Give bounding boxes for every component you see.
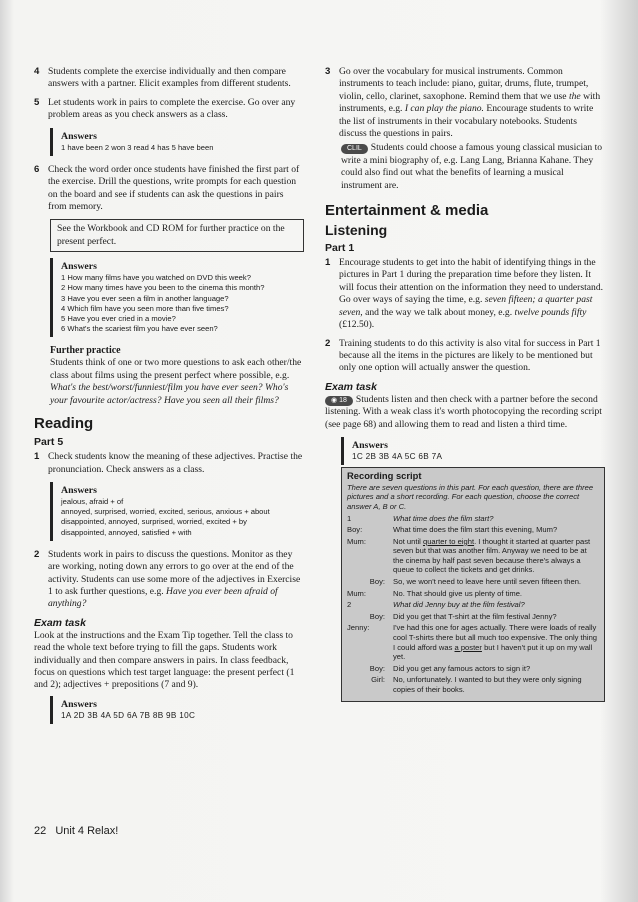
answer-line: 1 How many films have you watched on DVD this week? — [61, 273, 251, 283]
workbook-note: See the Workbook and CD ROM for further practice on the present perfect. — [50, 219, 304, 252]
line-text: Did you get that T-shirt at the film festival Jenny? — [393, 611, 557, 621]
answers-heading: Answers — [61, 698, 97, 710]
line-text-part: . I thought it started at quarter past seven but that was another film. Anyway we need to be at the cinema by half past seven because there's always a queue to collect the tickets and get drinks. — [393, 536, 591, 575]
right-column — [325, 66, 605, 702]
script-row — [347, 623, 599, 661]
step-text: Check students know the meaning of these adjectives. Practise the pronunciation. Check answers as a class. — [48, 451, 303, 475]
further-practice-heading: Further practice — [50, 345, 121, 357]
exam-task-text: Look at the instructions and the Exam Tip together. Tell the class to read the whole text before trying to fill the gaps. Students work individually and then compare answers in pairs. In class feedback, focus on questions which test target language: the present perfect (1 and 2); adjectives + prepositions (7 and 9). — [34, 629, 295, 691]
step-number: 2 — [325, 337, 331, 349]
exam-task-heading: Exam task — [34, 616, 86, 629]
line-text: No, unfortunately. I wanted to but they were only signing copies of their books. — [393, 675, 582, 695]
line-text-part: Not until — [393, 536, 423, 546]
step-number: 1 — [34, 451, 40, 463]
italic-example: twelve pounds fifty — [514, 306, 587, 318]
speaker: Boy: — [369, 663, 385, 673]
answer-line: disappointed, annoyed, surprised, worried, excited + by — [61, 517, 247, 527]
answer-line: annoyed, surprised, worried, excited, serious, anxious + about — [61, 507, 270, 517]
script-row — [347, 525, 599, 535]
unit-title: Unit 4 Relax! — [55, 825, 119, 837]
speaker: Mum: — [347, 536, 366, 546]
answers-heading: Answers — [61, 261, 97, 273]
script-row — [347, 612, 599, 622]
step-text: Encourage students to get into the habit of identifying things in the pictures in Part 1 during the preparation time before they listen. It will focus their attention on the information they need to understand. Go over ways of saying the time, e.g. — [339, 257, 604, 306]
italic-word: the — [568, 90, 581, 102]
speaker: 1 — [347, 513, 352, 523]
question-text: What time does the film start? — [393, 513, 494, 523]
italic-example: seven fifteen; a quarter past seven, — [339, 294, 593, 318]
line-text: What time does the film start this evening, Mum? — [393, 525, 558, 535]
step-5 — [34, 97, 304, 122]
recording-script-title: Recording script — [347, 470, 422, 482]
line-text: No. That should give us plenty of time. — [393, 588, 523, 598]
step-text: Go over the vocabulary for musical instruments. Common instruments to teach include: piano, guitar, drums, flute, trumpet, violin, cello, clarinet, saxophone. Remind them that we use — [339, 66, 589, 102]
answers-line: 1C 2B 3B 4A 5C 6B 7A — [352, 451, 443, 461]
answer-line: 2 How many times have you been to the cinema this month? — [61, 283, 265, 293]
step-text: Check the word order once students have finished the first part of the exercise. Drill the questions, write prompts for each question on the board and see if students can ask the questions in pairs from memory. — [48, 163, 300, 213]
answer-line: 6 What's the scariest film you have ever seen? — [61, 324, 218, 334]
step-number: 3 — [325, 66, 331, 77]
further-text: Students think of one or two more questions to ask each other/the class about films using the present perfect where possible, e.g. — [50, 357, 302, 381]
speaker: Boy: — [369, 577, 385, 587]
further-practice-text — [50, 357, 304, 407]
step-number: 6 — [34, 163, 40, 175]
script-row — [347, 577, 599, 587]
speaker: Girl: — [371, 675, 385, 685]
answers-heading: Answers — [352, 439, 388, 451]
answer-line: 3 Have you ever seen a film in another language? — [61, 293, 229, 303]
script-row — [347, 600, 599, 610]
step-3 — [325, 66, 605, 140]
answer-line: jealous, afraid + of — [61, 496, 124, 506]
step-text: Students work in pairs to discuss the questions. Monitor as they are working, noting down any errors to go over at the end of the activity. Students can use some more of the adjectives in Exercise 1 to ask further questions, e.g. — [48, 548, 301, 597]
speaker: Boy: — [347, 525, 363, 535]
answers-box — [50, 696, 304, 724]
step-number: 1 — [325, 257, 331, 269]
exam-task-text — [325, 394, 605, 431]
answer-line: disappointed, annoyed, satisfied + with — [61, 527, 192, 537]
left-column — [34, 66, 304, 732]
italic-example: I can play the piano. — [404, 103, 484, 115]
page-number: 22 — [34, 825, 47, 837]
script-row — [347, 675, 599, 694]
reading-step-2 — [34, 549, 304, 611]
cd-text: Students listen and then check with a partner before the second listening. With a weak class it's worth photocopying the recording script (see page 68) and allowing them to read and listen a third time. — [325, 393, 602, 430]
underlined-answer: quarter to eight — [422, 536, 475, 546]
answers-line: 1A 2D 3B 4A 5D 6A 7B 8B 9B 10C — [61, 710, 196, 720]
step-text: Students complete the exercise individually and then compare answers with a partner. Elicit examples from different students. — [48, 66, 291, 90]
line-text — [393, 514, 599, 524]
line-text: So, we won't need to leave here until seven fifteen then. — [393, 577, 582, 587]
question-text: What did Jenny buy at the film festival? — [393, 600, 525, 610]
exam-task-heading: Exam task — [325, 380, 377, 393]
recording-script-intro: There are seven questions in this part. For each question, there are three pictures and a short recording. For each question, choose the correct answer A, B or C. — [347, 482, 594, 511]
section-heading: Entertainment & media — [325, 202, 489, 220]
script-row — [347, 589, 599, 599]
answers-box — [341, 437, 605, 465]
clil-badge: CLIL — [341, 144, 368, 154]
script-row — [347, 664, 599, 674]
step-text: and the way we talk about money, e.g. — [362, 306, 515, 318]
speaker: Boy: — [369, 611, 385, 621]
underlined-answer: a poster — [454, 642, 482, 652]
speaker: Jenny: — [347, 623, 370, 633]
speaker: Mum: — [347, 588, 366, 598]
line-text-part: I've had this one for ages actually. There were loads of really cool T-shirts there but all much too expensive. The only thing I could afford was — [393, 623, 598, 652]
step-6 — [34, 164, 304, 214]
step-text: with instruments, e.g. — [339, 90, 601, 115]
step-text: Training students to do this activity is also vital for success in Part 1 because all the items in the pictures are likely to be mentioned but only one option will actually answer the question. — [339, 337, 601, 374]
step-number: 4 — [34, 66, 40, 77]
step-text: Encourage students to write the list of instruments in their vocabulary notebooks. Students discuss the questions in pairs. — [339, 103, 594, 140]
page-footer — [34, 825, 118, 837]
clil-note — [341, 142, 605, 192]
step-text: Let students work in pairs to complete the exercise. Go over any problem areas as you check answers as a class. — [48, 96, 296, 121]
answer-line: 5 Have you ever cried in a movie? — [61, 314, 176, 324]
cd-track-badge: ◉ 18 — [325, 396, 353, 406]
answers-heading: Answers — [61, 130, 97, 142]
recording-script — [341, 467, 605, 701]
line-text — [393, 623, 599, 661]
part-heading: Part 1 — [325, 242, 355, 255]
line-text — [393, 537, 599, 575]
step-4 — [34, 66, 304, 91]
further-examples: What's the best/worst/funniest/film you have ever seen? Who's your favourite actor/actress? Have you seen all their films? — [50, 382, 289, 406]
line-text-part: but I haven't put it up on my wall yet. — [393, 642, 593, 662]
listening-step-1 — [325, 257, 605, 331]
answers-heading: Answers — [61, 484, 97, 496]
step-number: 2 — [34, 548, 40, 560]
answers-line: 1 have been 2 won 3 read 4 has 5 have been — [61, 142, 214, 152]
script-row — [347, 537, 599, 575]
line-text: Did you get any famous actors to sign it? — [393, 663, 531, 673]
reading-heading: Reading — [34, 415, 94, 433]
reading-step-1 — [34, 451, 304, 476]
step-text: (£12.50). — [339, 319, 375, 331]
line-text — [393, 600, 599, 610]
answers-box — [50, 258, 304, 337]
answers-box — [50, 482, 304, 541]
answer-line: 4 Which film have you seen more than five times? — [61, 303, 229, 313]
answers-box — [50, 128, 304, 156]
listening-heading: Listening — [325, 222, 388, 239]
step-example: Have you ever been afraid of anything? — [48, 585, 278, 610]
clil-text: Students could choose a famous young classical musician to write a mini biography of, e.g. Lang Lang, Brianna Kahane. They could also find out what the benefits of learning a musical instrument are. — [341, 142, 603, 191]
speaker: 2 — [347, 600, 352, 610]
listening-step-2 — [325, 338, 605, 375]
part-heading: Part 5 — [34, 436, 64, 449]
step-number: 5 — [34, 96, 40, 108]
script-row — [347, 514, 599, 524]
